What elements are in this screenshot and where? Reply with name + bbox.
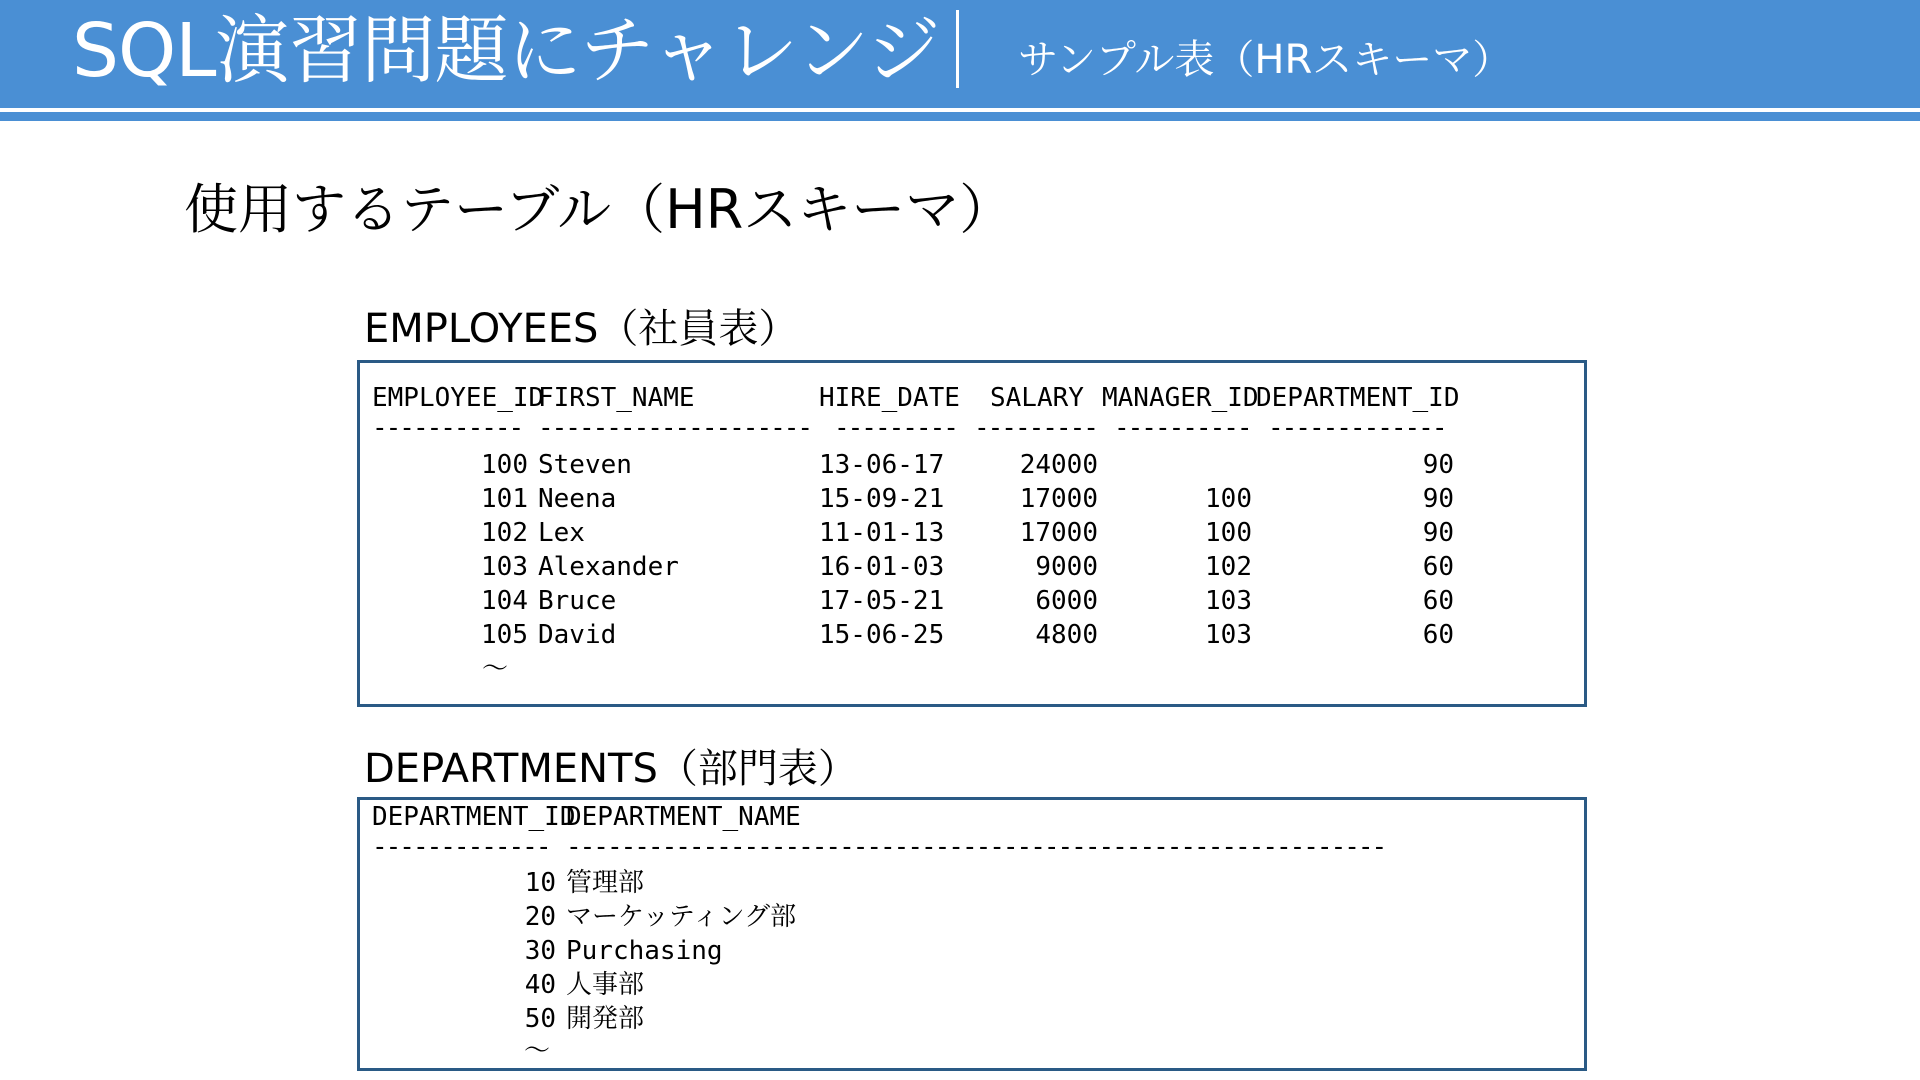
column-header-first-name: FIRST_NAME [538, 383, 695, 413]
section-heading: 使用するテーブル（HRスキーマ） [184, 178, 1014, 241]
hire-date-cell: 15-09-21 [819, 484, 945, 514]
column-header-hire-date: HIRE_DATE [819, 383, 960, 413]
continuation-mark: ～ [482, 654, 509, 684]
column-separator: ----------- [372, 413, 523, 443]
departments-caption: DEPARTMENTS（部門表） [364, 746, 858, 792]
department-id-cell: 40 [524, 970, 556, 1000]
hire-date-cell: 17-05-21 [819, 586, 945, 616]
column-separator: --------- [974, 413, 1097, 443]
column-header-department-name: DEPARTMENT_NAME [566, 802, 801, 832]
first-name-cell: Neena [538, 484, 617, 514]
hire-date-cell: 13-06-17 [819, 450, 945, 480]
hire-date-cell: 15-06-25 [819, 620, 945, 650]
department-id-cell: 50 [524, 1004, 556, 1034]
manager-id-cell: 103 [1205, 586, 1252, 616]
column-header-department-id: DEPARTMENT_ID [1256, 383, 1460, 413]
title-divider [956, 10, 959, 88]
first-name-cell: Alexander [538, 552, 679, 582]
department-name-cell: マーケッティング部 [566, 902, 797, 932]
department-id-cell: 60 [1422, 552, 1454, 582]
department-id-cell: 90 [1422, 484, 1454, 514]
column-separator: ---------- [1114, 413, 1251, 443]
column-separator: ------------------------------------------------------------ [566, 832, 1386, 862]
salary-cell: 4800 [1035, 620, 1098, 650]
salary-cell: 9000 [1035, 552, 1098, 582]
department-id-cell: 20 [524, 902, 556, 932]
column-header-employee-id: EMPLOYEE_ID [372, 383, 545, 413]
column-separator: ------------- [1268, 413, 1446, 443]
department-id-cell: 10 [524, 868, 556, 898]
hire-date-cell: 11-01-13 [819, 518, 945, 548]
manager-id-cell: 100 [1205, 518, 1252, 548]
column-header-manager-id: MANAGER_ID [1102, 383, 1259, 413]
column-separator: -------------------- [538, 413, 812, 443]
first-name-cell: David [538, 620, 617, 650]
manager-id-cell: 102 [1205, 552, 1252, 582]
column-header-salary: SALARY [990, 383, 1084, 413]
employees-caption: EMPLOYEES（社員表） [364, 306, 799, 352]
employee-id-cell: 100 [481, 450, 528, 480]
employee-id-cell: 105 [481, 620, 528, 650]
header-underline [0, 112, 1920, 121]
first-name-cell: Lex [538, 518, 585, 548]
column-separator: --------- [834, 413, 957, 443]
department-name-cell: 人事部 [566, 970, 645, 1000]
page-subtitle: サンプル表（HRスキーマ） [1018, 37, 1513, 83]
salary-cell: 24000 [1019, 450, 1098, 480]
employees-table [357, 360, 1587, 707]
employees-listing [372, 381, 1572, 701]
hire-date-cell: 16-01-03 [819, 552, 945, 582]
employee-id-cell: 102 [481, 518, 528, 548]
salary-cell: 17000 [1019, 518, 1098, 548]
first-name-cell: Bruce [538, 586, 617, 616]
department-id-cell: 90 [1422, 518, 1454, 548]
department-name-cell: Purchasing [566, 936, 723, 966]
departments-table [357, 797, 1587, 1071]
manager-id-cell: 100 [1205, 484, 1252, 514]
salary-cell: 17000 [1019, 484, 1098, 514]
employee-id-cell: 103 [481, 552, 528, 582]
title-bar [0, 0, 1920, 108]
department-name-cell: 開発部 [566, 1004, 645, 1034]
departments-listing [372, 800, 1572, 1068]
employee-id-cell: 104 [481, 586, 528, 616]
department-id-cell: 60 [1422, 620, 1454, 650]
first-name-cell: Steven [538, 450, 632, 480]
manager-id-cell: 103 [1205, 620, 1252, 650]
department-id-cell: 90 [1422, 450, 1454, 480]
column-separator: ------------- [372, 832, 550, 862]
continuation-mark: ～ [524, 1036, 551, 1066]
department-name-cell: 管理部 [566, 868, 645, 898]
page-title: SQL演習問題にチャレンジ [72, 8, 940, 94]
salary-cell: 6000 [1035, 586, 1098, 616]
employee-id-cell: 101 [481, 484, 528, 514]
column-header-department-id: DEPARTMENT_ID [372, 802, 576, 832]
department-id-cell: 60 [1422, 586, 1454, 616]
department-id-cell: 30 [524, 936, 556, 966]
